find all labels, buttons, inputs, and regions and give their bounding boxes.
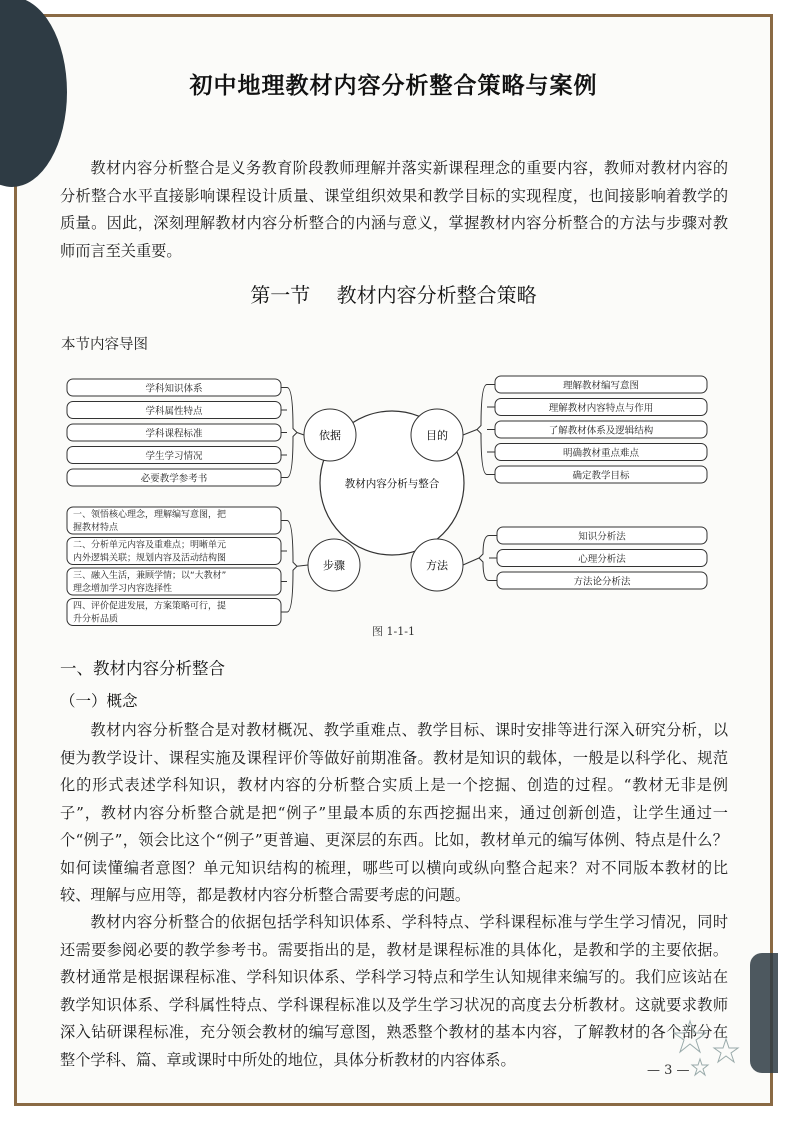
node-steps bbox=[308, 539, 360, 591]
page-title: 初中地理教材内容分析整合策略与案例 bbox=[189, 73, 598, 99]
purpose-item bbox=[495, 466, 707, 483]
guide-label: 本节内容导图 bbox=[61, 337, 148, 353]
section-heading bbox=[17, 279, 770, 308]
method-item bbox=[497, 550, 707, 567]
body-paragraph-2: 教材内容分析整合的依据包括学科知识体系、学科特点、学科课程标准与学生学习情况，同时还需要参阅必要的教学参考书。需要指出的是，教材是课程标准的具体化，是教和学的主要依据。教材通常是根据课程标准、学科知识体系、学科学习特点和学生认知规律来编写的。我们应该站在教学知识体系、学科属性特点、学科课程标准以及学生学习状况的高度去分析教材。这就要求教师深入钻研课程标准，充分领会教材的编写意图，熟悉整个教材的基本内容，了解教材的各个部分在整个学科、篇、章或课时中所处的地位，具体分析教材的内容体系。 bbox=[60, 913, 728, 1069]
section-name: 教材内容分析整合策略 bbox=[336, 283, 537, 307]
heading-level2: （一）概念 bbox=[60, 692, 138, 710]
svg-text:方法论分析法: 方法论分析法 bbox=[573, 576, 631, 588]
step-item bbox=[67, 568, 281, 595]
svg-text:步骤: 步骤 bbox=[323, 559, 345, 572]
svg-text:四、评价促进发展，方案策略可行，提: 四、评价促进发展，方案策略可行，提 bbox=[73, 601, 227, 612]
svg-text:内外逻辑关联；规划内容及活动结构图: 内外逻辑关联；规划内容及活动结构图 bbox=[73, 553, 227, 564]
heading-level1: 一、教材内容分析整合 bbox=[60, 659, 225, 678]
basis-item bbox=[67, 447, 281, 464]
basis-item bbox=[67, 469, 281, 486]
svg-text:学科知识体系: 学科知识体系 bbox=[145, 383, 203, 395]
basis-item bbox=[67, 402, 281, 419]
purpose-item bbox=[495, 444, 707, 461]
basis-item bbox=[67, 379, 281, 396]
step-item bbox=[67, 538, 281, 565]
method-item bbox=[497, 527, 707, 544]
svg-text:握教材特点: 握教材特点 bbox=[73, 523, 119, 533]
svg-text:理解教材内容特点与作用: 理解教材内容特点与作用 bbox=[548, 403, 654, 414]
svg-text:心理分析法: 心理分析法 bbox=[578, 554, 626, 565]
method-item bbox=[497, 572, 707, 589]
body-paragraph-1: 教材内容分析整合是对教材概况、教学重难点、教学目标、课时安排等进行深入研究分析，以便为教学设计、课程实施及课程评价等做好前期准备。教材是知识的载体，一般是以科学化、规范化的形式表述学科知识，教材内容的分析整合实质上是一个挖掘、创造的过程。“教材无非是例子”，教材内容分析整合就是把“例子”里最本质的东西挖掘出来，通过创新创造，让学生通过一个“例子”，领会比这个“例子”更普遍、更深层的东西。比如，教材单元的编写体例、特点是什么？如何读懂编者意图？单元知识结构的梳理，哪些可以横向或纵向整合起来？对不同版本教材的比较、理解与应用等，都是教材内容分析整合需要考虑的问题。 bbox=[60, 721, 728, 904]
step-item bbox=[67, 599, 281, 626]
svg-text:了解教材体系及逻辑结构: 了解教材体系及逻辑结构 bbox=[548, 425, 654, 437]
svg-text:二、分析单元内容及重难点；明晰单元: 二、分析单元内容及重难点；明晰单元 bbox=[73, 540, 227, 551]
node-methods bbox=[411, 539, 463, 591]
svg-text:一、领悟核心理念，理解编写意图，把: 一、领悟核心理念，理解编写意图，把 bbox=[73, 510, 227, 520]
corner-decoration-bottom bbox=[750, 953, 778, 1073]
svg-text:目的: 目的 bbox=[426, 429, 448, 442]
svg-text:学科课程标准: 学科课程标准 bbox=[145, 428, 203, 440]
svg-text:确定教学目标: 确定教学目标 bbox=[572, 470, 630, 482]
purpose-item bbox=[495, 376, 707, 393]
page-frame bbox=[14, 14, 773, 1106]
svg-text:学科属性特点: 学科属性特点 bbox=[145, 406, 203, 417]
section-number: 第一节 bbox=[250, 283, 311, 307]
step-item bbox=[67, 507, 281, 534]
svg-text:升分析品质: 升分析品质 bbox=[73, 614, 119, 625]
intro-paragraph: 教材内容分析整合是义务教育阶段教师理解并落实新课程理念的重要内容，教师对教材内容的分析整合水平直接影响课程设计质量、课堂组织效果和教学目标的实现程度，也间接影响着教学的质量。因此，深刻理解教材内容分析整合的内涵与意义，掌握教材内容分析整合的方法与步骤对教师而言至关重要。 bbox=[60, 159, 728, 260]
svg-text:理念增加学习内容选择性: 理念增加学习内容选择性 bbox=[73, 584, 173, 594]
page-number: — 3 — bbox=[647, 1063, 690, 1078]
node-basis bbox=[304, 409, 356, 461]
svg-text:必要教学参考书: 必要教学参考书 bbox=[140, 473, 208, 485]
concept-map bbox=[47, 357, 707, 625]
node-purpose bbox=[411, 409, 463, 461]
center-label: 教材内容分析与整合 bbox=[344, 478, 440, 490]
svg-text:理解教材编写意图: 理解教材编写意图 bbox=[562, 380, 640, 392]
svg-text:知识分析法: 知识分析法 bbox=[578, 531, 626, 543]
svg-text:依据: 依据 bbox=[319, 429, 341, 442]
svg-text:方法: 方法 bbox=[426, 559, 448, 572]
svg-text:三、融入生活，兼顾学情；以“大教材”: 三、融入生活，兼顾学情；以“大教材” bbox=[73, 571, 227, 581]
svg-text:学生学习情况: 学生学习情况 bbox=[145, 451, 203, 462]
svg-text:明确教材重点难点: 明确教材重点难点 bbox=[562, 448, 640, 459]
purpose-item bbox=[495, 399, 707, 416]
figure-caption: 图 1-1-1 bbox=[372, 625, 415, 638]
basis-item bbox=[67, 424, 281, 441]
purpose-item bbox=[495, 421, 707, 438]
